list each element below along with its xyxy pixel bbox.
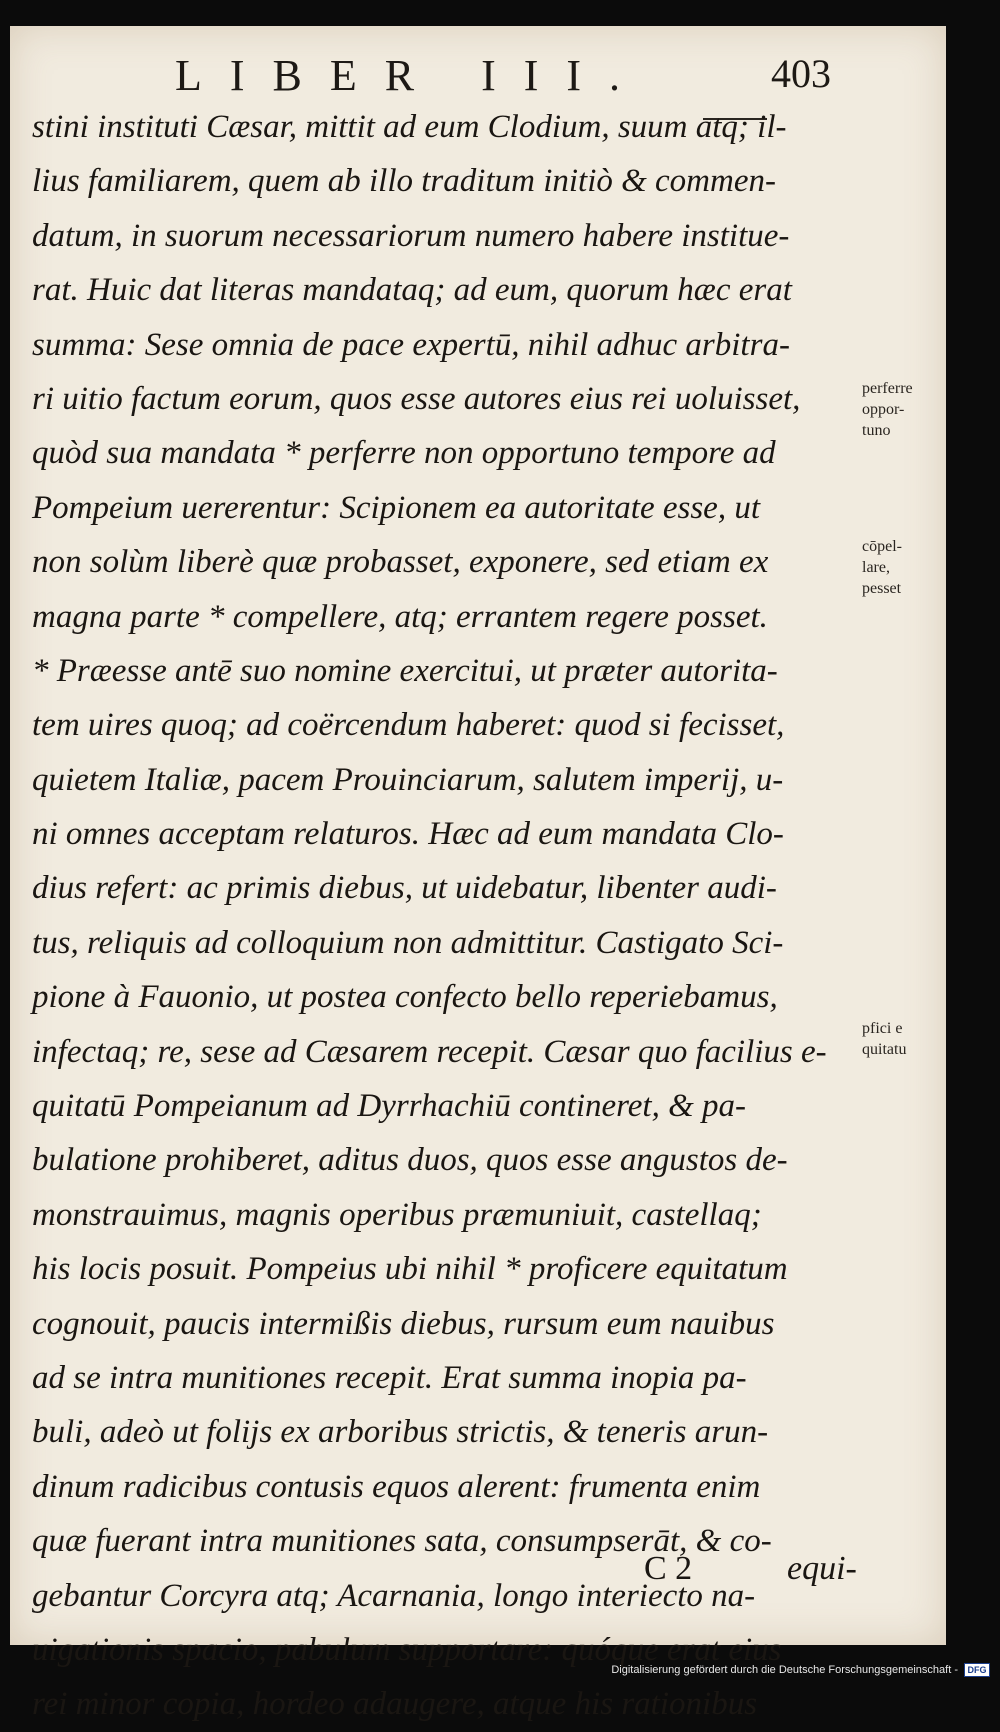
digitization-footer	[611, 1662, 990, 1678]
text-line: pione à Fauonio, ut postea confecto bello reperiebamus,	[32, 979, 778, 1016]
signature-mark: C 2	[644, 1550, 693, 1587]
text-line: quòd sua mandata * perferre non opportuno tempore ad	[32, 435, 776, 472]
folio-number: 403	[771, 51, 831, 96]
text-line: * Præesse antē suo nomine exercitui, ut præter autorita-	[32, 652, 778, 689]
text-line: rat. Huic dat literas mandataq; ad eum, quorum hæc erat	[32, 272, 792, 309]
text-line: tem uires quoq; ad coërcendum haberet: quod si fecisset,	[32, 707, 785, 744]
text-line: bulatione prohiberet, aditus duos, quos esse angustos de-	[32, 1142, 788, 1179]
text-line: datum, in suorum necessariorum numero habere institue-	[32, 217, 790, 254]
body-text	[32, 100, 862, 1732]
text-line: Pompeium uererentur: Scipionem ea autoritate esse, ut	[32, 489, 760, 526]
text-line: tus, reliquis ad colloquium non admittitur. Castigato Sci-	[32, 924, 784, 961]
text-line: magna parte * compellere, atq; errantem regere posset.	[32, 598, 768, 635]
text-line: quietem Italiæ, pacem Prouinciarum, salutem imperij, u-	[32, 761, 784, 798]
text-line: cognouit, paucis intermißis diebus, rursum eum nauibus	[32, 1305, 775, 1342]
text-line: ad se intra munitiones recepit. Erat summa inopia pa-	[32, 1359, 747, 1396]
dfg-logo: DFG	[964, 1663, 990, 1677]
text-line: non solùm liberè quæ probasset, exponere, sed etiam ex	[32, 544, 769, 581]
margin-note: cōpel- lare, pesset	[862, 538, 902, 597]
margin-note: pfici e quitatu	[862, 1020, 907, 1058]
footer-credit: Digitalisierung gefördert durch die Deutsche Forschungsgemeinschaft -	[611, 1664, 958, 1676]
catchline	[32, 1550, 882, 1600]
text-line: quæ fuerant intra munitiones sata, consumpserāt, & co-	[32, 1523, 772, 1560]
text-line: dius refert: ac primis diebus, ut uidebatur, libenter audi-	[32, 870, 777, 907]
text-line: gebantur Corcyra atq; Acarnania, longo interiecto na-	[32, 1577, 756, 1614]
text-line: infectaq; re, sese ad Cæsarem recepit. Cæsar quo facilius e-	[32, 1033, 827, 1070]
text-line: dinum radicibus contusis equos alerent: frumenta enim	[32, 1468, 761, 1505]
text-line: his locis posuit. Pompeius ubi nihil * proficere equitatum	[32, 1251, 788, 1288]
margin-note: perferre oppor- tuno	[862, 380, 913, 439]
text-line: stini instituti Cæsar, mittit ad eum Clodium, suum atq; il-	[32, 109, 787, 145]
running-title: LIBER III.	[175, 51, 649, 100]
text-line: summa: Sese omnia de pace expertū, nihil adhuc arbitra-	[32, 326, 790, 363]
text-line: uigationis spacio, pabulum supportare: quóque erat eius	[32, 1631, 782, 1668]
catchword: equi-	[787, 1550, 857, 1587]
text-line: ri uitio factum eorum, quos esse autores eius rei uoluisset,	[32, 380, 801, 417]
text-line: ni omnes acceptam relaturos. Hæc ad eum mandata Clo-	[32, 816, 784, 853]
text-line: buli, adeò ut folijs ex arboribus strictis, & teneris arun-	[32, 1414, 769, 1451]
text-line: monstrauimus, magnis operibus præmuniuit, castellaq;	[32, 1196, 762, 1233]
text-line: lius familiarem, quem ab illo traditum initiò & commen-	[32, 163, 776, 200]
text-line: rei minor copia, hordeo adaugere, atque his rationibus	[32, 1686, 758, 1723]
text-line: quitatū Pompeianum ad Dyrrhachiū contineret, & pa-	[32, 1088, 746, 1125]
